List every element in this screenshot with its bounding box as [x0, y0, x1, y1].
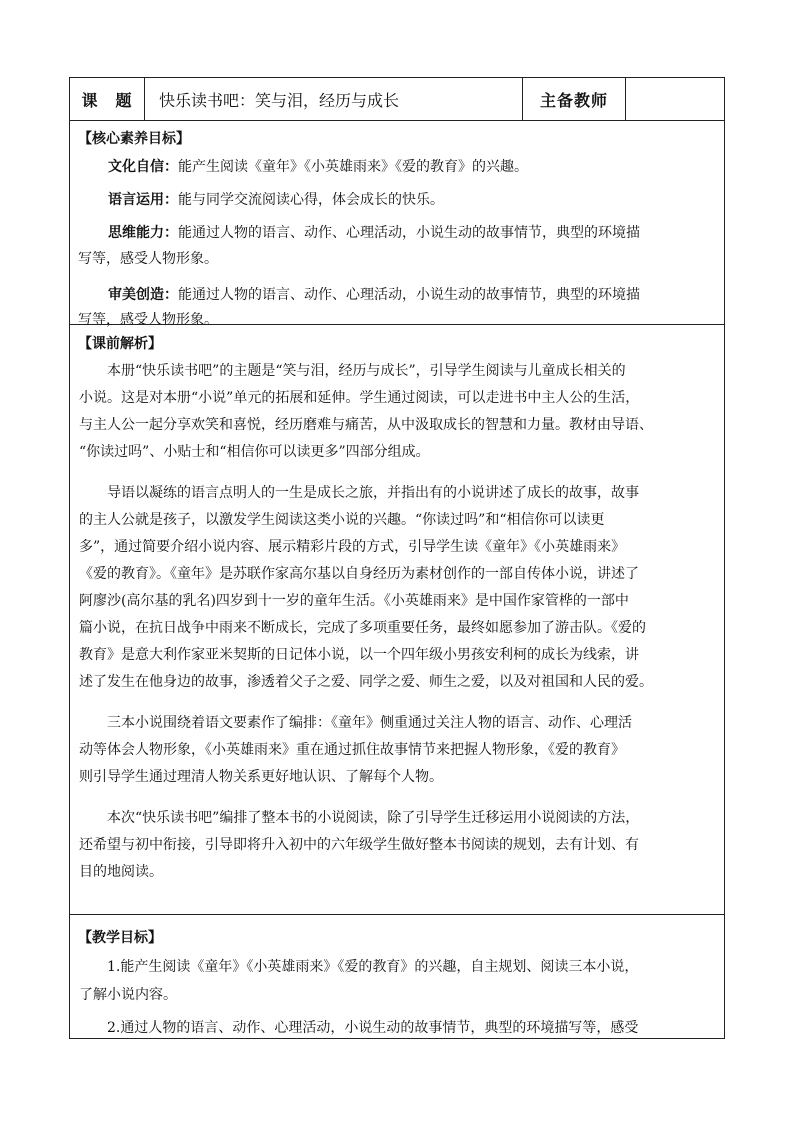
core-goals-title: 【核心素养目标】: [78, 131, 190, 147]
analysis-line: 述了发生在他身边的故事，渗透着父子之爱、同学之爱、师生之爱，以及对祖国和人民的爱。: [79, 674, 653, 690]
topic-label: 课 题: [81, 90, 133, 110]
analysis-section: [70, 324, 724, 992]
analysis-line: 多”，通过简要介绍小说内容、展示精彩片段的方式，引导学生读《童年》《小英雄雨来》: [79, 539, 626, 555]
analysis-line: 小说。这是对本册“小说”单元的拓展和延伸。学生通过阅读，可以走进书中主人公的生活，: [79, 390, 640, 406]
core-goal-language: [108, 191, 444, 209]
core-goal-language-text: 能与同学交流阅读心得，体会成长的快乐。: [178, 192, 444, 208]
analysis-line: 的主人公就是孩子，以激发学生阅读这类小说的兴趣。“你读过吗”和“相信你可以读更: [79, 512, 605, 528]
analysis-line: 阿廖沙(高尔基的乳名)四岁到十一岁的童年生活。《小英雄雨来》是中国作家管桦的一部中: [79, 593, 629, 609]
topic-label-cell: [70, 78, 145, 120]
core-goal-aesthetic-cont: 写等，感受人物形象。: [78, 312, 218, 328]
teaching-goal-line: 2.通过人物的语言、动作、心理活动，小说生动的故事情节，典型的环境描写等，感受: [107, 1020, 639, 1036]
teacher-label: 主备教师: [539, 90, 608, 110]
lesson-plan-table: [69, 77, 725, 1039]
analysis-line: 本册“快乐读书吧”的主题是“笑与泪，经历与成长”，引导学生阅读与儿童成长相关的: [107, 363, 626, 379]
analysis-line: 动等体会人物形象，《小英雄雨来》重在通过抓住故事情节来把握人物形象，《爱的教育》: [79, 742, 625, 758]
analysis-line: “你读过吗”、小贴士和“相信你可以读更多”四部分组成。: [79, 444, 430, 460]
core-goal-aesthetic: [108, 286, 640, 304]
analysis-line: 教育》是意大利作家亚米契斯的日记体小说，以一个四年级小男孩安利柯的成长为线索，讲: [79, 647, 639, 663]
topic-value: 快乐读书吧：笑与泪，经历与成长: [159, 90, 400, 110]
analysis-line: 还希望与初中衔接，引导即将升入初中的六年级学生做好整本书阅读的规划，去有计划、有: [79, 837, 639, 853]
analysis-line: 则引导学生通过理清人物关系更好地认识、了解每个人物。: [79, 769, 443, 785]
analysis-line: 篇小说，在抗日战争中雨来不断成长，完成了多项重要任务，最终如愿参加了游击队。《爱的: [79, 620, 646, 636]
analysis-line: 目的地阅读。: [79, 864, 163, 880]
analysis-title: 【课前解析】: [78, 336, 162, 352]
teaching-goal-line: 了解小说内容。: [79, 987, 177, 1003]
core-goal-thinking: [108, 224, 640, 242]
analysis-line: 本次“快乐读书吧”编排了整本书的小说阅读，除了引导学生迁移运用小说阅读的方法，: [107, 810, 640, 826]
teaching-goals-title: 【教学目标】: [78, 930, 162, 946]
teaching-goals-section: [70, 914, 724, 1038]
topic-value-cell: [145, 78, 523, 120]
core-goal-thinking-cont: 写等，感受人物形象。: [78, 251, 218, 267]
core-goal-aesthetic-text: 能通过人物的语言、动作、心理活动，小说生动的故事情节，典型的环境描: [178, 287, 640, 303]
analysis-line: 三本小说围绕着语文要素作了编排：《童年》侧重通过关注人物的语言、动作、心理活: [107, 715, 632, 731]
core-goal-language-label: 语言运用：: [108, 192, 178, 208]
analysis-line: 导语以凝练的语言点明人的一生是成长之旅，并指出有的小说讲述了成长的故事，故事: [107, 485, 639, 501]
core-goal-thinking-label: 思维能力：: [108, 225, 178, 241]
teacher-value-cell: [626, 78, 724, 120]
header-row: [70, 78, 724, 121]
core-goal-culture-text: 能产生阅读《童年》《小英雄雨来》《爱的教育》的兴趣。: [178, 159, 528, 175]
analysis-line: 《爱的教育》。《童年》是苏联作家高尔基以自身经历为素材创作的一部自传体小说，讲述了: [79, 566, 639, 582]
core-goal-thinking-text: 能通过人物的语言、动作、心理活动，小说生动的故事情节，典型的环境描: [178, 225, 640, 241]
core-goal-culture: [108, 158, 528, 176]
analysis-line: 与主人公一起分享欢笑和喜悦，经历磨难与痛苦，从中汲取成长的智慧和力量。教材由导语、: [79, 417, 653, 433]
teaching-goal-line: 1.能产生阅读《童年》《小英雄雨来》《爱的教育》的兴趣，自主规划、阅读三本小说，: [107, 959, 639, 975]
core-goal-aesthetic-label: 审美创造：: [108, 287, 178, 303]
core-goal-culture-label: 文化自信：: [108, 159, 178, 175]
teacher-label-cell: [523, 78, 626, 120]
